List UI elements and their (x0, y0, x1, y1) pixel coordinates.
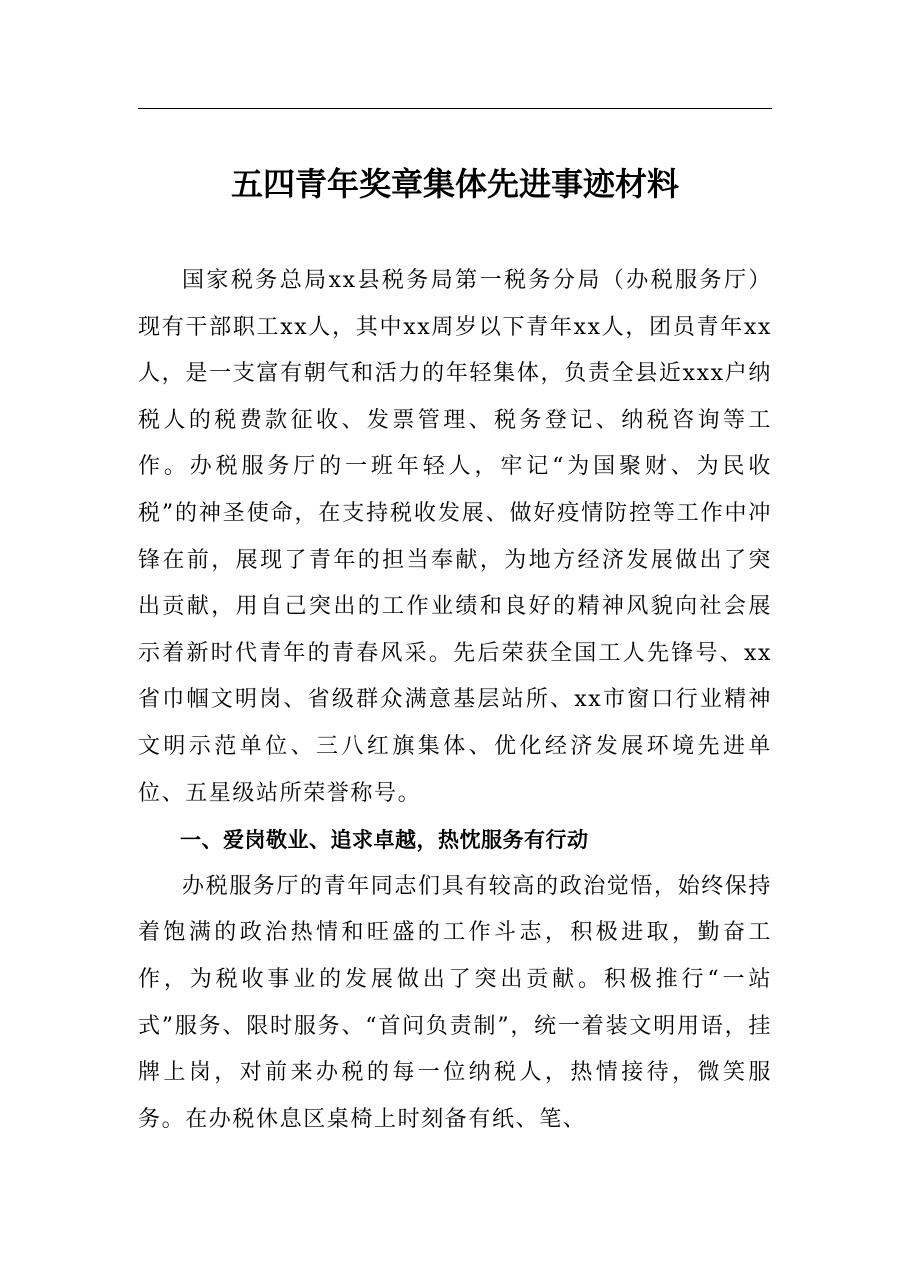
section-heading: 一、爱岗敬业、追求卓越，热忱服务有行动 (180, 828, 589, 853)
document-body (138, 258, 772, 1143)
header-rule (138, 108, 772, 109)
intro-paragraph: 国家税务总局xx县税务局第一税务分局（办税服务厅）现有干部职工xx人，其中xx周岁以下青年xx人，团员青年xx人，是一支富有朝气和活力的年轻集体，负责全县近xxx户纳税人的税费款征收、发票管理、税务登记、纳税咨询等工作。办税服务厅的一班年轻人，牢记“为国聚财、为民收税”的神圣使命，在支持税收发展、做好疫情防控等工作中冲锋在前，展现了青年的担当奉献，为地方经济发展做出了突出贡献，用自己突出的工作业绩和良好的精神风貌向社会展示着新时代青年的青春风采。先后荣获全国工人先锋号、xx省巾帼文明岗、省级群众满意基层站所、xx市窗口行业精神文明示范单位、三八红旗集体、优化经济发展环境先进单位、五星级站所荣誉称号。 (138, 268, 772, 806)
section-paragraph: 办税服务厅的青年同志们具有较高的政治觉悟，始终保持着饱满的政治热情和旺盛的工作斗志，积极进取，勤奋工作，为税收事业的发展做出了突出贡献。积极推行“一站式”服务、限时服务、“首问负责制”，统一着装文明用语，挂牌上岗，对前来办税的每一位纳税人，热情接待，微笑服务。在办税休息区桌椅上时刻备有纸、笔、 (138, 873, 773, 1132)
document-title: 五四青年奖章集体先进事迹材料 (230, 165, 679, 203)
